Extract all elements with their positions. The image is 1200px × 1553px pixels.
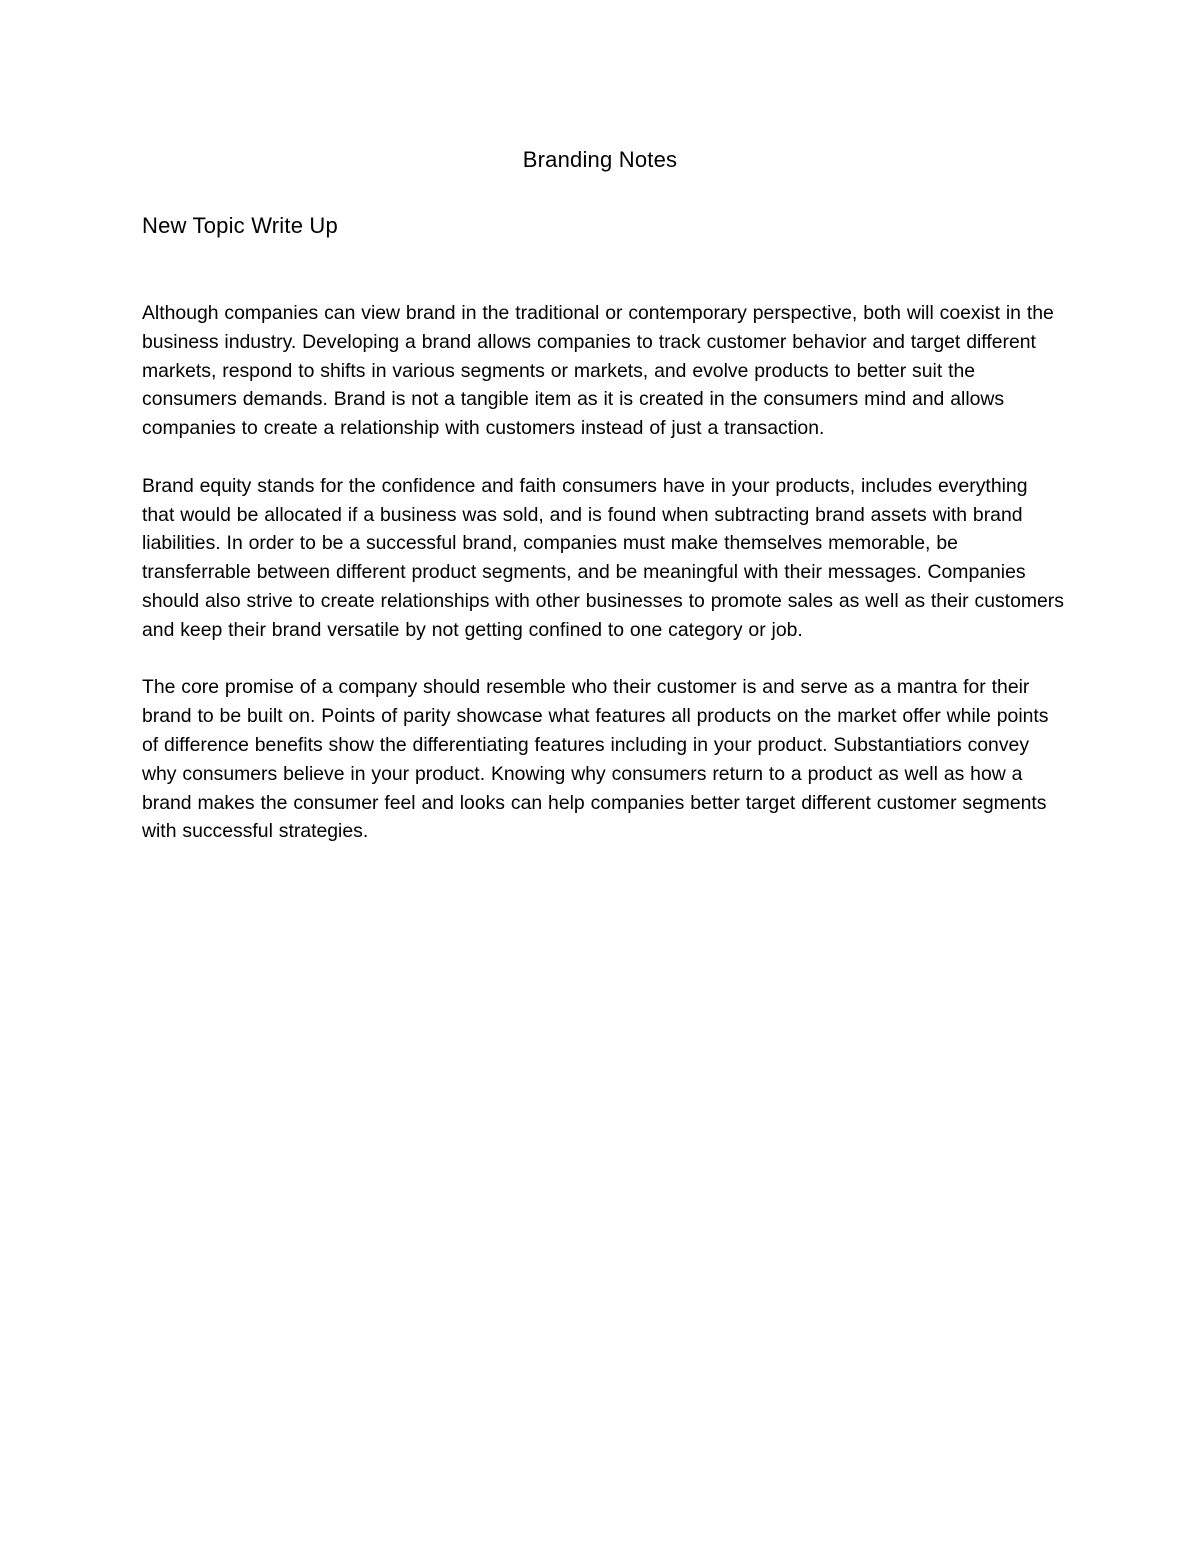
paragraph-1: Although companies can view brand in the traditional or contemporary perspective, both will coexist in the business industry. Developing a brand allows companies to track customer behavior and target different markets, respond to shifts in various segments or markets, and evolve products to better suit the consumers demands. Brand is not a tangible item as it is created in the consumers mind and allows companies to create a relationship with customers instead of just a transaction. <box>142 302 1054 440</box>
document-title: Branding Notes <box>522 147 678 172</box>
section-heading: New Topic Write Up <box>142 213 338 238</box>
document-body <box>142 299 1064 875</box>
paragraph-2: Brand equity stands for the confidence and faith consumers have in your products, includes everything that would be allocated if a business was sold, and is found when subtracting brand assets with brand liabilities. In order to be a successful brand, companies must make themselves memorable, be transferrable between different product segments, and be meaningful with their messages. Companies should also strive to create relationships with other businesses to promote sales as well as their customers and keep their brand versatile by not getting confined to one category or job. <box>142 474 1064 641</box>
paragraph-3: The core promise of a company should resemble who their customer is and serve as a mantra for their brand to be built on. Points of parity showcase what features all products on the market offer while points of difference benefits show the differentiating features including in your product. Substantiatiors convey why consumers believe in your product. Knowing why consumers return to a product as well as how a brand makes the consumer feel and looks can help companies better target different customer segments with successful strategies. <box>142 676 1049 843</box>
